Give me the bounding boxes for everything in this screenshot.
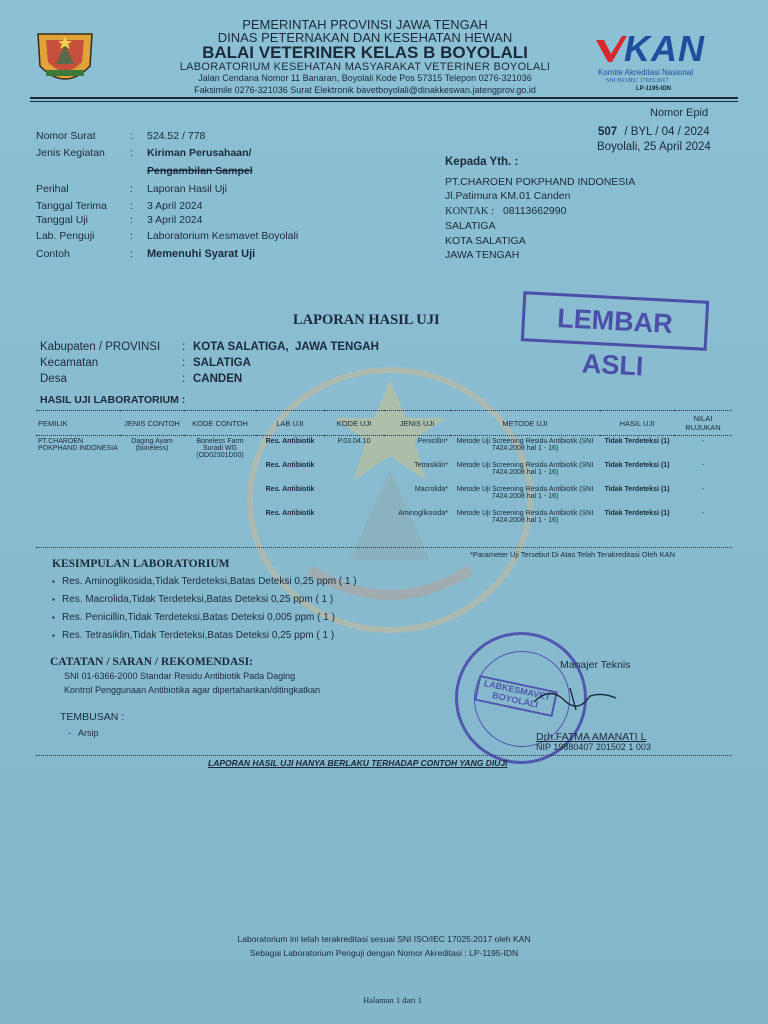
field-label-nomor-surat: Nomor Surat xyxy=(36,130,96,142)
report-title: LAPORAN HASIL UJI xyxy=(293,312,440,328)
kan-standard: SNI ISO/IEC 17025:2017 xyxy=(606,78,669,84)
accreditation-line-1: Laboratorium ini telah terakreditasi sesuai SNI ISO/IEC 17025:2017 oleh KAN xyxy=(237,934,531,944)
field-colon: : xyxy=(130,214,133,226)
field-colon: : xyxy=(130,183,133,195)
test-type-cell: Aminoglikosida* xyxy=(398,510,448,517)
conclusion-item: ▪ Res. Penicillin,Tidak Terdeteksi,Batas Deteksi 0,005 ppm ( 1 ) xyxy=(62,612,335,623)
lembar-asli-stamp: LEMBAR ASLI xyxy=(521,291,709,351)
epid-number: 507 xyxy=(598,126,618,138)
recipient-company: PT.CHAROEN POKPHAND INDONESIA xyxy=(445,176,636,188)
nomor-epid-label: Nomor Epid xyxy=(650,107,709,119)
result-cell: Tidak Terdeteksi (1) xyxy=(604,510,670,517)
kan-subtitle: Komite Akreditasi Nasional xyxy=(598,68,694,77)
owner-cell: PT.CHAROEN POKPHAND INDONESIA xyxy=(38,438,118,452)
notes-line-1: SNI 01-6366-2000 Standar Residu Antibiotik Pada Daging xyxy=(64,671,296,681)
recipient-contact xyxy=(445,205,566,217)
test-code-cell: P.03.04.10 xyxy=(337,438,371,445)
nomor-epid-number xyxy=(598,126,710,138)
field-value-perihal: Laporan Hasil Uji xyxy=(147,183,227,195)
field-label-lab-penguji: Lab. Penguji xyxy=(36,230,95,242)
field-value-contoh: Memenuhi Syarat Uji xyxy=(147,248,256,260)
field-label-tanggal-uji: Tanggal Uji xyxy=(36,214,88,226)
signature-scribble-icon xyxy=(530,682,620,712)
column-header: LAB UJI xyxy=(256,411,324,436)
location-kec-label: Kecamatan xyxy=(40,357,99,369)
result-cell: Tidak Terdeteksi (1) xyxy=(604,462,670,469)
result-cell: Tidak Terdeteksi (1) xyxy=(604,438,670,445)
field-colon: : xyxy=(130,147,133,159)
field-colon: : xyxy=(130,248,133,260)
lab-cell: Res. Antibiotik xyxy=(265,462,315,469)
method-cell: Metode Uji Screening Residu Antibiotik (SNI 7424:2008 hal 1 - 16) xyxy=(456,486,594,500)
location-desa-value: CANDEN xyxy=(193,373,243,385)
accreditation-line-2: Sebagai Laboratorium Penguji dengan Nomor Akreditasi : LP-1195-IDN xyxy=(249,948,519,958)
recipient-city: SALATIGA xyxy=(445,220,496,232)
signatory-nip: NIP 19880407 201502 1 003 xyxy=(536,742,651,752)
header-address: Jalan Cendana Nomor 11 Banaran, Boyolali Kode Pos 57315 Telepon 0276-321036 xyxy=(198,73,532,83)
recipient-address: Jl.Patimura KM.01 Canden xyxy=(445,190,571,202)
table-bottom-rule xyxy=(36,547,732,548)
table-footnote: *Parameter Uji Tersebut Di Atas Telah Terakreditasi Oleh KAN xyxy=(470,550,676,559)
cc-item: - Arsip xyxy=(68,728,99,738)
contact-label: KONTAK : xyxy=(445,206,495,217)
header-rule-thin xyxy=(30,101,738,102)
table-header-row xyxy=(36,411,732,436)
location-desa-label: Desa xyxy=(40,373,67,385)
notes-heading: CATATAN / SARAN / REKOMENDASI: xyxy=(50,656,253,668)
field-colon: : xyxy=(130,130,133,142)
lab-cell: Res. Antibiotik xyxy=(265,486,315,493)
field-label-perihal: Perihal xyxy=(36,183,69,195)
test-code-cell xyxy=(324,460,384,484)
header-institution: BALAI VETERINER KELAS B BOYOLALI xyxy=(202,43,528,62)
validity-note: LAPORAN HASIL UJI HANYA BERLAKU TERHADAP CONTOH YANG DIUJI xyxy=(208,758,508,768)
result-cell: Tidak Terdeteksi (1) xyxy=(604,486,670,493)
sample-type-cell: Daging Ayam (boneless) xyxy=(131,438,173,452)
column-header: KODE CONTOH xyxy=(184,411,256,436)
conclusion-heading: KESIMPULAN LABORATORIUM xyxy=(52,558,230,570)
location-kab-label: Kabupaten / PROVINSI xyxy=(40,341,161,353)
results-table xyxy=(36,410,732,532)
header-laboratory: LABORATORIUM KESEHATAN MASYARAKAT VETERINER BOYOLALI xyxy=(179,61,551,73)
field-value-nomor-surat: 524.52 / 778 xyxy=(147,130,206,142)
test-code-cell xyxy=(324,508,384,532)
column-header: JENIS UJI xyxy=(384,411,450,436)
seal-text: LABKESMAVET BOYOLALI xyxy=(474,675,558,717)
field-value-lab-penguji: Laboratorium Kesmavet Boyolali xyxy=(147,230,299,242)
reference-cell: - xyxy=(701,486,705,493)
header-rule xyxy=(30,97,738,99)
epid-suffix: / BYL / 04 / 2024 xyxy=(624,126,710,138)
footer-rule xyxy=(36,755,732,756)
kan-number: LP-1195-IDN xyxy=(636,86,672,92)
results-heading: HASIL UJI LABORATORIUM : xyxy=(40,394,186,406)
reference-cell: - xyxy=(701,510,705,517)
kan-logo xyxy=(594,30,724,94)
field-colon: : xyxy=(130,230,133,242)
place-date: Boyolali, 25 April 2024 xyxy=(597,141,711,153)
conclusion-item: ▪ Res. Tetrasiklin,Tidak Terdeteksi,Batas Deteksi 0,25 ppm ( 1 ) xyxy=(62,630,334,641)
header-contact: Faksimile 0276-321036 Surat Elektronik bavetboyolali@dinakkeswan.jatengprov.go.id xyxy=(194,85,536,95)
notes-line-2: Kontrol Penggunaan Antibiotika agar dipertahankan/ditingkatkan xyxy=(64,685,321,695)
column-header: PEMILIK xyxy=(36,411,120,436)
test-type-cell: Macrolida* xyxy=(414,486,448,493)
method-cell: Metode Uji Screening Residu Antibiotik (SNI 7424:2008 hal 1 - 16) xyxy=(456,438,594,452)
signatory-name: Drh.FATMA AMANATI L xyxy=(536,731,647,743)
field-label-jenis-kegiatan: Jenis Kegiatan xyxy=(36,147,105,159)
kan-check-icon xyxy=(594,34,628,64)
conclusion-item: ▪ Res. Aminoglikosida,Tidak Terdeteksi,Batas Deteksi 0,25 ppm ( 1 ) xyxy=(62,576,357,587)
recipient-province: JAWA TENGAH xyxy=(445,249,520,261)
reference-cell: - xyxy=(701,438,705,445)
method-cell: Metode Uji Screening Residu Antibiotik (SNI 7424:2008 hal 1 - 16) xyxy=(456,510,594,524)
header-government: PEMERINTAH PROVINSI JAWA TENGAH xyxy=(242,17,488,32)
recipient-city-2: KOTA SALATIGA xyxy=(445,235,526,247)
page-number: Halaman 1 dari 1 xyxy=(363,995,422,1005)
header-department: DINAS PETERNAKAN DAN KESEHATAN HEWAN xyxy=(217,30,513,45)
kan-logo-text: KAN xyxy=(624,28,705,69)
column-header: HASIL UJI xyxy=(600,411,674,436)
location-kab-value: KOTA SALATIGA, JAWA TENGAH xyxy=(193,341,379,353)
field-value-tanggal-uji: 3 April 2024 xyxy=(147,214,203,226)
field-label-contoh: Contoh xyxy=(36,248,70,260)
test-type-cell: Penicillin* xyxy=(417,438,448,445)
method-cell: Metode Uji Screening Residu Antibiotik (SNI 7424:2008 hal 1 - 16) xyxy=(456,462,594,476)
test-type-cell: Tetrasiklin* xyxy=(414,462,448,469)
field-colon: : xyxy=(182,357,186,369)
reference-cell: - xyxy=(701,462,705,469)
location-kec-value: SALATIGA xyxy=(193,357,251,369)
conclusion-item: ▪ Res. Macrolida,Tidak Terdeteksi,Batas Deteksi 0,25 ppm ( 1 ) xyxy=(62,594,333,605)
lab-cell: Res. Antibiotik xyxy=(265,510,315,517)
field-colon: : xyxy=(182,341,186,353)
contact-number: 08113662990 xyxy=(502,205,567,217)
column-header: JENIS CONTOH xyxy=(120,411,184,436)
sample-code-cell: Boneless Farm Suradi WG (OD02301D00) xyxy=(196,438,244,459)
column-header: METODE UJI xyxy=(450,411,600,436)
column-header: KODE UJI xyxy=(324,411,384,436)
field-value-jenis-kegiatan-2: Pengambilan Sampel xyxy=(147,165,253,177)
field-label-tanggal-terima: Tanggal Terima xyxy=(36,200,108,212)
column-header: NILAI RUJUKAN xyxy=(674,411,732,436)
signature-title: Manajer Teknis xyxy=(560,659,631,671)
field-colon: : xyxy=(130,200,133,212)
field-colon: : xyxy=(182,373,186,385)
cc-heading: TEMBUSAN : xyxy=(60,711,125,723)
recipient-heading: Kepada Yth. : xyxy=(445,156,519,168)
lab-cell: Res. Antibiotik xyxy=(265,438,315,445)
province-logo-icon xyxy=(32,26,98,92)
field-value-tanggal-terima: 3 April 2024 xyxy=(147,200,203,212)
field-value-jenis-kegiatan: Kiriman Perusahaan/ xyxy=(147,147,252,159)
table-row xyxy=(36,436,732,461)
test-code-cell xyxy=(324,484,384,508)
